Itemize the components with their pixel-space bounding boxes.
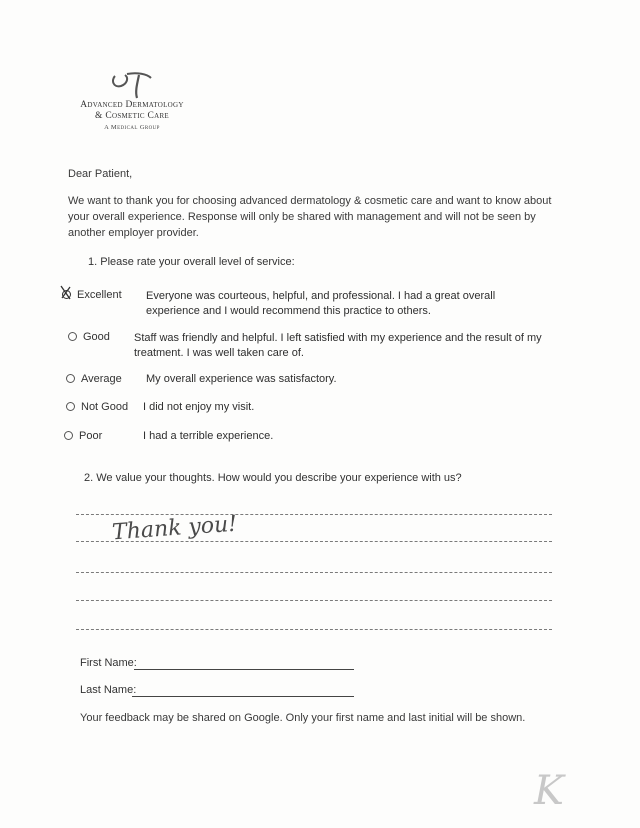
- option-desc-excellent: Everyone was courteous, helpful, and professional. I had a great overall experience and I would recommend this practice to others.: [146, 290, 496, 317]
- last-name-label: Last Name:: [80, 684, 137, 696]
- option-label-not-good: Not Good: [81, 401, 129, 413]
- option-desc-average: My overall experience was satisfactory.: [146, 373, 337, 385]
- radio-poor[interactable]: [64, 431, 73, 440]
- corner-handwritten-mark: K: [534, 768, 564, 814]
- salutation: Dear Patient,: [68, 168, 133, 180]
- answer-line-4: [76, 600, 552, 601]
- option-desc-not-good: I did not enjoy my visit.: [143, 401, 255, 413]
- answer-line-1: [76, 514, 552, 515]
- option-poor[interactable]: [64, 430, 102, 442]
- logo-tagline: A Medical Group: [104, 124, 160, 131]
- answer-line-5: [76, 629, 552, 630]
- answer-line-3: [76, 572, 552, 573]
- option-average[interactable]: [66, 373, 122, 385]
- last-name-input[interactable]: [132, 696, 354, 697]
- footer-note: Your feedback may be shared on Google. Only your first name and last initial will be shown.: [80, 712, 526, 724]
- option-label-excellent: Excellent: [77, 289, 122, 301]
- option-not-good[interactable]: [66, 401, 128, 413]
- logo-line-1: Advanced Dermatology: [80, 100, 184, 110]
- option-desc-good: Staff was friendly and helpful. I left satisfied with my experience and the result of my treatment. I was well taken care of.: [134, 332, 542, 359]
- intro-paragraph: We want to thank you for choosing advanced dermatology & cosmetic care and want to know about your overall experience. Response will only be shared with management and will not be seen by another employer provider.: [68, 195, 552, 239]
- logo-mark-icon: [107, 70, 157, 100]
- option-label-average: Average: [81, 373, 122, 385]
- handwritten-answer[interactable]: Thank you!: [111, 511, 238, 546]
- company-logo: [72, 70, 192, 131]
- option-desc-poor: I had a terrible experience.: [143, 430, 274, 442]
- radio-good[interactable]: [68, 332, 77, 341]
- logo-line-2: & Cosmetic Care: [94, 111, 170, 121]
- option-good[interactable]: [68, 331, 110, 343]
- question-2: 2. We value your thoughts. How would you describe your experience with us?: [84, 472, 462, 484]
- first-name-input[interactable]: [134, 669, 354, 670]
- radio-average[interactable]: [66, 374, 75, 383]
- checkmark-x-icon: [58, 284, 74, 302]
- first-name-label: First Name:: [80, 657, 137, 669]
- radio-not-good[interactable]: [66, 402, 75, 411]
- option-label-poor: Poor: [79, 430, 103, 442]
- question-1: 1. Please rate your overall level of service:: [88, 256, 295, 268]
- option-label-good: Good: [83, 331, 110, 343]
